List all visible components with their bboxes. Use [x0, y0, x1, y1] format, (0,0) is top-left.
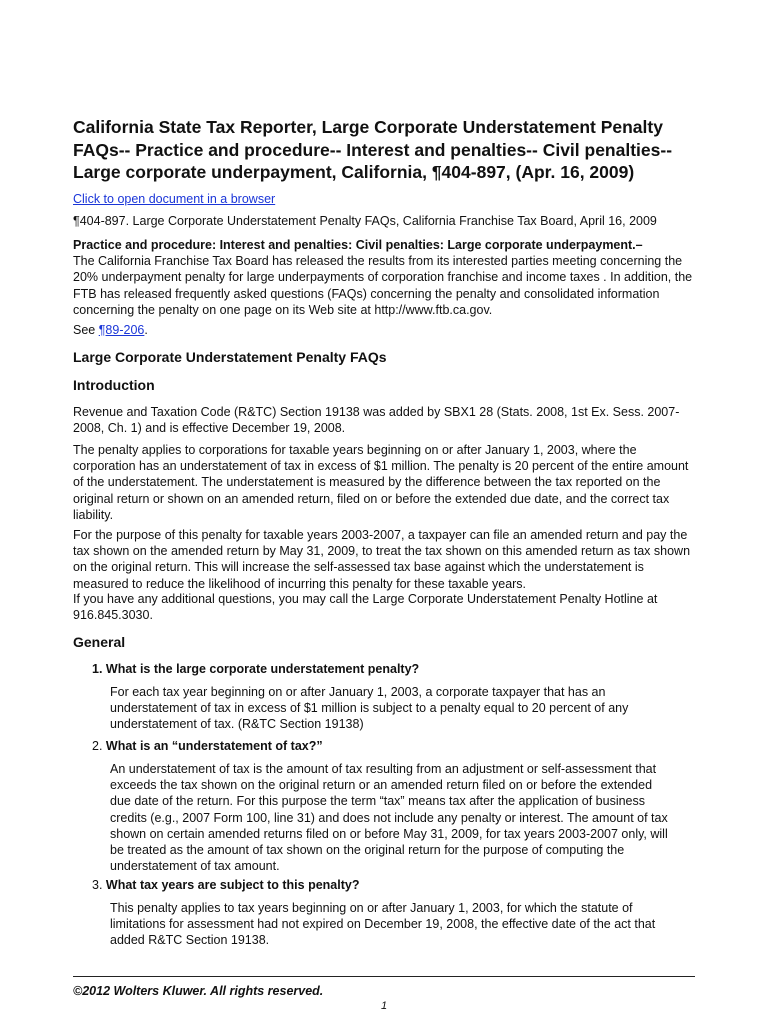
question-text: What is the large corporate understatement penalty?	[105, 662, 420, 676]
faq-answer: This penalty applies to tax years beginning on or after January 1, 2003, for which the statute of limitations for assessment had not expired on December 19, 2008, the effective date of the act that added R&TC Section 19138.	[110, 901, 656, 948]
faq-question	[92, 662, 419, 676]
see-reference-link[interactable]: ¶89-206	[98, 323, 145, 337]
page-number: 1	[381, 1000, 388, 1012]
see-reference	[73, 322, 695, 338]
question-text: What tax years are subject to this penalty?	[105, 878, 360, 892]
intro-body: The California Franchise Tax Board has released the results from its interested parties meeting concerning the 20% underpayment penalty for large underpayments of corporation franchise and income taxes . In addition, the FTB has released frequently asked questions (FAQs) concerning the penalty and consolidated information concerning the penalty on one page on its Web site at http://www.ftb.ca.gov.	[73, 254, 693, 317]
introduction-heading: Introduction	[73, 377, 155, 393]
introduction-paragraph: The penalty applies to corporations for taxable years beginning on or after January 1, 2003, where the corporation has an understatement of tax in excess of $1 million. The penalty is 20 percent of the entire amount of the understatement. The understatement is measured by the difference between the tax reported on the original return or shown on an amended return, filed on or before the extended due date, and the correct tax liability.	[73, 443, 689, 522]
general-heading: General	[73, 634, 126, 650]
document-title: California State Tax Reporter, Large Corporate Understatement Penalty FAQs-- Practice and procedure-- Interest and penalties-- Civil penalties-- Large corporate underpayment, California, ¶404-897, (Apr. 16, 2009)	[73, 117, 673, 182]
footer-divider	[73, 976, 695, 977]
faq-question	[92, 878, 359, 892]
intro-paragraph	[73, 237, 695, 318]
question-number: 3.	[92, 878, 103, 892]
introduction-paragraph: For the purpose of this penalty for taxable years 2003-2007, a taxpayer can file an amended return and pay the tax shown on the amended return by May 31, 2009, to treat the tax shown on this amended return as tax shown on the original return. This will increase the self-assessed tax base against which the understatement is measured to reduce the likelihood of incurring this penalty for these taxable years.	[73, 528, 691, 591]
question-text: What is an “understatement of tax?”	[105, 739, 323, 753]
introduction-paragraph: If you have any additional questions, you may call the Large Corporate Understatement Penalty Hotline at 916.845.3030.	[73, 592, 658, 623]
citation-line: ¶404-897. Large Corporate Understatement Penalty FAQs, California Franchise Tax Board, April 16, 2009	[73, 214, 657, 228]
intro-lead: Practice and procedure: Interest and penalties: Civil penalties: Large corporate underpayment.–	[73, 238, 643, 252]
faq-question	[92, 739, 323, 753]
faq-answer: For each tax year beginning on or after January 1, 2003, a corporate taxpayer that has an understatement of tax in excess of $1 million is subject to a penalty equal to 20 percent of any understatement of tax. (R&TC Section 19138)	[110, 685, 629, 732]
see-prefix: See	[73, 323, 99, 337]
question-number: 2.	[92, 739, 103, 753]
faq-answer: An understatement of tax is the amount of tax resulting from an adjustment or self-assessment that exceeds the tax shown on the original return or an amended return filed on or before the extended due date of the return. For this purpose the term “tax” means tax after the application of business credits (e.g., 2007 Form 100, line 31) and does not include any penalty or interest. The amount of tax shown on certain amended returns filed on or before May 31, 2009, for tax years 2003-2007 only, will be treated as the amount of tax shown on the original return for the purpose of computing the understatement of tax amount.	[110, 762, 668, 874]
see-suffix: .	[144, 323, 148, 337]
question-number: 1.	[92, 662, 103, 676]
copyright-footer: ©2012 Wolters Kluwer. All rights reserved.	[73, 984, 324, 998]
faq-heading: Large Corporate Understatement Penalty FAQs	[73, 349, 387, 365]
open-in-browser-link[interactable]: Click to open document in a browser	[73, 192, 276, 206]
introduction-paragraph: Revenue and Taxation Code (R&TC) Section 19138 was added by SBX1 28 (Stats. 2008, 1st Ex. Sess. 2007-2008, Ch. 1) and is effective December 19, 2008.	[73, 405, 680, 436]
